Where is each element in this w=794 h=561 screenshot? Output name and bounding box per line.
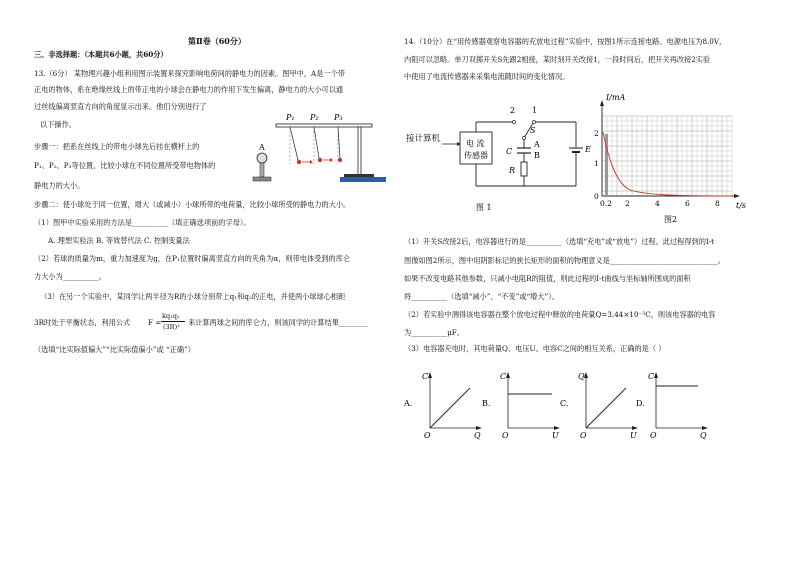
q13-line: 步骤一：把系在丝线上的带电小球先后挂在横杆上的	[34, 142, 200, 151]
figure1-caption: 图 1	[476, 203, 492, 212]
x-tick: 6	[685, 199, 690, 208]
ball-p2	[318, 158, 322, 162]
svg-text:Q: Q	[474, 431, 481, 440]
q14-line: 内阻可以忽略。单刀双掷开关S先跟2相接，某时刻开关改接1，一段时间后，把开关再改接2实验	[404, 55, 711, 64]
svg-text:A: A	[534, 140, 540, 149]
svg-text:B: B	[534, 151, 540, 160]
svg-text:R: R	[509, 166, 516, 175]
label-p3: P₃	[334, 113, 343, 122]
battery-e-label: E	[585, 145, 591, 154]
y-tick: 2	[594, 129, 599, 138]
option-a-graph	[403, 372, 482, 440]
resistor-r	[521, 162, 527, 176]
svg-text:1: 1	[532, 106, 538, 115]
sensor-label-2: 传感器	[464, 151, 488, 160]
q13-line: 正电的物体，系在绝缘丝线上的带正电的小球会在静电力的作用下发生偏离，静电力的大小可以通	[34, 85, 344, 94]
q14-line: 如果不改变电路其他参数，只减小电阻R的阻值，则此过程的I-t曲线与坐标轴所围成的面积	[404, 274, 691, 283]
svg-text:B.: B.	[482, 399, 491, 408]
svg-text:O: O	[650, 431, 657, 440]
graph-xlabel: t/s	[736, 201, 747, 210]
svg-text:O: O	[580, 431, 587, 440]
q13-line: （2）若球的质量为m，重力加速度为g，在P₁位置时偏离竖直方向的夹角为α，则带电体受到的库仑	[34, 254, 351, 263]
string-p3	[338, 127, 340, 158]
svg-text:C.: C.	[560, 399, 569, 408]
q13-line: （3）在另一个实验中，某同学让两半径为R的小球分别带上q₁和q₂的正电，并使两小球球心相距	[40, 292, 346, 301]
label-p1: P₁	[286, 113, 295, 122]
svg-text:2: 2	[510, 106, 516, 115]
graph-ylabel: I/mA	[606, 93, 626, 102]
string-p2	[314, 127, 319, 158]
coulomb-formula-numerator: kq₁q₂	[162, 312, 180, 320]
q13-line: 13.（6分） 某物理兴趣小组利用图示装置来探究影响电荷间的静电力的因素。图甲中，A是一个带	[34, 69, 345, 78]
q13-line: 以下操作。	[40, 120, 76, 129]
q14-line: （1）开关S改接2后，电容器进行的是__________（选填“充电”或“放电”）过程。此过程得到的I-t	[404, 237, 715, 246]
y-tick: 0	[594, 192, 599, 201]
q14-line: 将__________（选填“减小”、“不变”或“增大”）。	[404, 292, 560, 301]
x-tick: 0.2	[600, 199, 612, 208]
q13-line: 3R时处于平衡状态，利用公式	[34, 318, 131, 327]
svg-text:S: S	[530, 126, 536, 135]
q13-line: 步骤二：使小球处于同一位置，增大（或减小）小球所带的电荷量，比较小球所受的静电力的大小。	[34, 200, 351, 209]
coulomb-formula-lhs: F =	[148, 318, 162, 327]
svg-text:O: O	[502, 431, 509, 440]
figure2-caption: 图2	[664, 215, 678, 224]
label-p2: P₂	[310, 113, 319, 122]
svg-text:Q: Q	[700, 431, 707, 440]
q13-line: 静电力的大小。	[34, 181, 85, 190]
svg-text:C: C	[506, 147, 513, 156]
coulomb-formula-denominator: (3R)²	[163, 323, 180, 331]
circuit-diagram	[402, 96, 598, 216]
q13-line: 过丝线偏离竖直方向的角度显示出来。他们分别进行了	[34, 102, 207, 111]
option-c-graph	[560, 372, 638, 440]
discharge-curve	[603, 132, 732, 196]
ball-p3	[338, 158, 342, 162]
svg-text:C: C	[500, 372, 507, 381]
q14-line: （2）若实验中测得该电容器在整个放电过程中释放的电荷量Q=3.44×10⁻³C，则该电容器的电容	[404, 310, 716, 319]
sensor-label-1: 电 流	[466, 139, 485, 148]
svg-text:D.: D.	[636, 399, 645, 408]
section-title: 第Ⅱ卷（60分）	[188, 36, 246, 46]
electrostatic-apparatus-figure	[248, 108, 390, 188]
charged-body-a	[257, 153, 267, 163]
q14-line: 中使用了电流传感器来采集电流随时间的变化情况。	[404, 72, 570, 81]
option-d-graph	[636, 372, 708, 440]
label-a: A	[259, 143, 265, 152]
string-p1	[290, 127, 298, 160]
ball-p1	[297, 160, 301, 164]
q14-line: 14.（10分）在“用传感器观察电容器的充放电过程”实验中，按图1所示连接电路。电源电压为8.0V，	[404, 37, 727, 46]
x-tick: 4	[655, 199, 660, 208]
svg-text:O: O	[424, 431, 431, 440]
q13-line: （选填“比实际值偏大”“比实际值偏小”或 “正确”）	[34, 345, 195, 354]
svg-text:Q: Q	[578, 372, 585, 381]
x-tick: 2	[625, 199, 630, 208]
svg-text:C: C	[648, 372, 655, 381]
q13-line: P₁、P₂、P₃等位置，比较小球在不同位置所受带电物体的	[34, 161, 216, 170]
option-b-graph	[482, 372, 560, 440]
q13-line: （1）图甲中实验采用的方法是__________（填正确选项前的字母）。	[34, 218, 251, 227]
y-tick: 1	[594, 159, 599, 168]
section-header: 三、非选择题：（本题共6小题，共60分）	[34, 50, 168, 59]
answer-options	[398, 368, 718, 440]
svg-text:C: C	[422, 372, 429, 381]
label-to-computer: 接计算机	[406, 134, 441, 144]
svg-text:U: U	[552, 431, 559, 440]
current-time-graph	[586, 86, 782, 226]
q14-line: （3）电容器充电时，其电荷量Q、电压U、电容C之间的相互关系，正确的是（ ）	[404, 344, 666, 353]
svg-text:A.: A.	[404, 399, 413, 408]
q13-line: 来计算两球之间的库仑力，则该同学的计算结果________	[188, 318, 368, 327]
q14-line: 为__________μF。	[404, 328, 464, 337]
x-tick: 8	[715, 199, 720, 208]
q13-line: 力大小为__________。	[34, 272, 106, 281]
q13-choices: A. 理想实验法 B. 等效替代法 C. 控制变量法	[48, 236, 190, 245]
q14-line: 图像如图2所示，图中用阴影标记的狭长矩形的面积的物理意义是______________________________。	[404, 256, 725, 265]
svg-text:U: U	[630, 431, 637, 440]
